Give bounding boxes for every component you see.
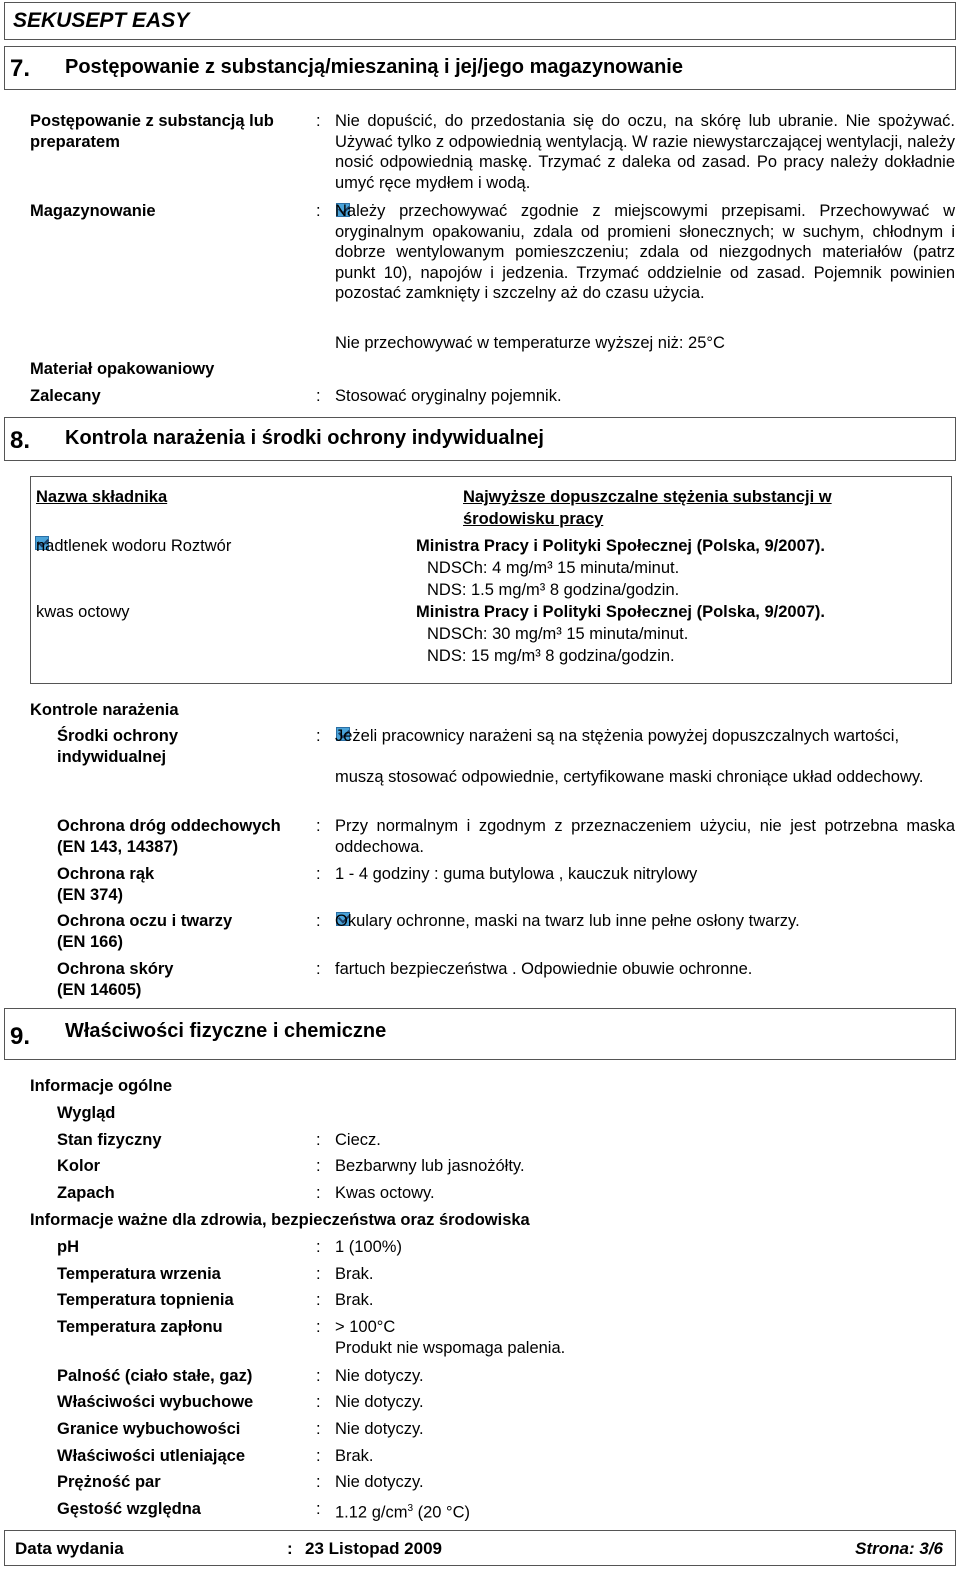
physical-state-label: Stan fizyczny: [57, 1131, 162, 1149]
colon: :: [316, 1393, 321, 1411]
section-title: Postępowanie z substancją/mieszaniną i jej/jego magazynowanie: [65, 56, 683, 78]
color-value: Bezbarwny lub jasnożółty.: [335, 1157, 525, 1175]
vapor-pressure-label: Prężność par: [57, 1473, 161, 1491]
eye-protection-label: Ochrona oczu i twarzy (EN 166): [57, 912, 233, 951]
colon: :: [316, 960, 321, 978]
colon: :: [316, 865, 321, 883]
flammability-label: Palność (ciało stałe, gaz): [57, 1367, 253, 1385]
colon: :: [316, 387, 321, 405]
boiling-point-value: Brak.: [335, 1265, 374, 1283]
respiratory-text: Przy normalnym i zgodnym z przeznaczeniem użyciu, nie jest potrzebna maska oddechowa.: [335, 817, 955, 856]
ppe-text-2: muszą stosować odpowiednie, certyfikowane maski chroniące układ oddechowy.: [335, 768, 924, 786]
oxidizing-properties-value: Brak.: [335, 1447, 374, 1465]
respiratory-label: Ochrona dróg oddechowych (EN 143, 14387): [57, 817, 281, 856]
explosion-limits-label: Granice wybuchowości: [57, 1420, 241, 1438]
colon: :: [316, 1420, 321, 1438]
recommended-label: Zalecany: [30, 387, 101, 405]
section-8-header: [4, 417, 956, 461]
odor-value: Kwas octowy.: [335, 1184, 435, 1202]
colon: :: [316, 1131, 321, 1149]
recommended-text: Stosować oryginalny pojemnik.: [335, 387, 562, 405]
odor-label: Zapach: [57, 1184, 115, 1202]
general-info-label: Informacje ogólne: [30, 1077, 173, 1095]
section-title: Właściwości fizyczne i chemiczne: [65, 1020, 387, 1042]
colon: :: [316, 727, 321, 745]
colon: :: [316, 1447, 321, 1465]
vapor-pressure-value: Nie dotyczy.: [335, 1473, 424, 1491]
storage-temperature: Nie przechowywać w temperaturze wyższej niż: 25°C: [335, 334, 725, 352]
document-footer: [4, 1530, 956, 1566]
skin-protection-label: Ochrona skóry (EN 14605): [57, 960, 174, 999]
colon: :: [316, 1473, 321, 1491]
explosion-limits-value: Nie dotyczy.: [335, 1420, 424, 1438]
table-row-value: NDS: 1.5 mg/m³ 8 godzina/godzin.: [427, 581, 680, 599]
section-number: 9.: [10, 1023, 31, 1050]
colon: :: [316, 1500, 321, 1518]
boiling-point-label: Temperatura wrzenia: [57, 1265, 221, 1283]
colon: :: [287, 1539, 293, 1558]
colon: :: [316, 1265, 321, 1283]
handling-text: Nie dopuścić, do przedostania się do oczu, na skórę lub ubranie. Nie spożywać. Używać tylko z odpowiednią wentylacją. W razie niewystarczającej wentylacji, należy nosić odpowiednią maskę. Trzymać z daleka od zasad. Po pracy należy dokładnie umyć ręce mydłem i wodą.: [335, 112, 955, 192]
explosive-properties-value: Nie dotyczy.: [335, 1393, 424, 1411]
issue-date-label: Data wydania: [15, 1539, 124, 1558]
colon: :: [316, 1238, 321, 1256]
section-number: 8.: [10, 427, 31, 454]
physical-state-value: Ciecz.: [335, 1131, 381, 1149]
melting-point-value: Brak.: [335, 1291, 374, 1309]
table-row-source: Ministra Pracy i Polityki Społecznej (Polska, 9/2007).: [416, 603, 826, 621]
flash-point-label: Temperatura zapłonu: [57, 1318, 223, 1336]
colon: :: [316, 1184, 321, 1202]
oxidizing-properties-label: Właściwości utleniające: [57, 1447, 245, 1465]
melting-point-label: Temperatura topnienia: [57, 1291, 234, 1309]
colon: :: [316, 1157, 321, 1175]
flammability-value: Nie dotyczy.: [335, 1367, 424, 1385]
colon: :: [316, 1318, 321, 1336]
packaging-label: Materiał opakowaniowy: [30, 360, 215, 378]
page-number: Strona: 3/6: [855, 1539, 943, 1558]
table-header-limits: Najwyższe dopuszczalne stężenia substancji w środowisku pracy: [463, 488, 832, 528]
exposure-controls-label: Kontrole narażenia: [30, 701, 179, 719]
explosive-properties-label: Właściwości wybuchowe: [57, 1393, 254, 1411]
relative-density-label: Gęstość względna: [57, 1500, 201, 1518]
table-row-value: NDSCh: 4 mg/m³ 15 minuta/minut.: [427, 559, 680, 577]
hand-protection-label: Ochrona rąk (EN 374): [57, 865, 155, 904]
ppe-label: Środki ochrony indywidualnej: [57, 727, 179, 766]
ph-value: 1 (100%): [335, 1238, 402, 1256]
storage-text: Należy przechowywać zgodnie z miejscowymi przepisami. Przechowywać w oryginalnym opakowaniu, zdala od promieni słonecznych; w suchym, chłodnym i dobrze wentylowanym pomieszczeniu; zdala od niezgodnych materiałów (patrz punkt 10), napojów i jedzenia. Trzymać oddzielnie od zasad. Pojemnik powinien pozostać zamknięty i szczelny aż do czasu użycia.: [335, 202, 955, 302]
appearance-label: Wygląd: [57, 1104, 116, 1122]
health-info-label: Informacje ważne dla zdrowia, bezpieczeństwa oraz środowiska: [30, 1211, 530, 1229]
document-header: [4, 2, 956, 40]
relative-density-value: 1.12 $g/cm^3$ (20 °C): [335, 1503, 471, 1522]
eye-protection-text: Okulary ochronne, maski na twarz lub inne pełne osłony twarzy.: [335, 912, 800, 930]
section-title: Kontrola narażenia i środki ochrony indywidualnej: [65, 427, 544, 449]
colon: :: [316, 912, 321, 930]
table-row-name: kwas octowy: [36, 603, 130, 621]
product-name: SEKUSEPT EASY: [13, 9, 190, 32]
color-label: Kolor: [57, 1157, 101, 1175]
issue-date-value: 23 Listopad 2009: [305, 1539, 443, 1558]
handling-label: Postępowanie z substancją lub preparatem: [30, 112, 274, 151]
ph-label: pH: [57, 1238, 79, 1256]
table-row-source: Ministra Pracy i Polityki Społecznej (Polska, 9/2007).: [416, 537, 826, 555]
section-7-header: [4, 46, 956, 90]
section-9-header: [4, 1008, 956, 1060]
ppe-text-1: Jeżeli pracownicy narażeni są na stężenia powyżej dopuszczalnych wartości,: [335, 727, 900, 745]
table-header-component: Nazwa składnika: [36, 488, 168, 506]
flash-point-value: > 100°C Produkt nie wspomaga palenia.: [335, 1318, 566, 1357]
table-row-value: NDSCh: 30 mg/m³ 15 minuta/minut.: [427, 625, 689, 643]
colon: :: [316, 202, 321, 220]
table-row-value: NDS: 15 mg/m³ 8 godzina/godzin.: [427, 647, 675, 665]
hand-protection-text: 1 - 4 godziny : guma butylowa , kauczuk nitrylowy: [335, 865, 698, 883]
table-row-name: nadtlenek wodoru Roztwór: [36, 537, 232, 555]
colon: :: [316, 112, 321, 130]
colon: :: [316, 1291, 321, 1309]
colon: :: [316, 1367, 321, 1385]
section-number: 7.: [10, 55, 31, 82]
colon: :: [316, 817, 321, 835]
skin-protection-text: fartuch bezpieczeństwa . Odpowiednie obuwie ochronne.: [335, 960, 753, 978]
storage-label: Magazynowanie: [30, 202, 156, 220]
